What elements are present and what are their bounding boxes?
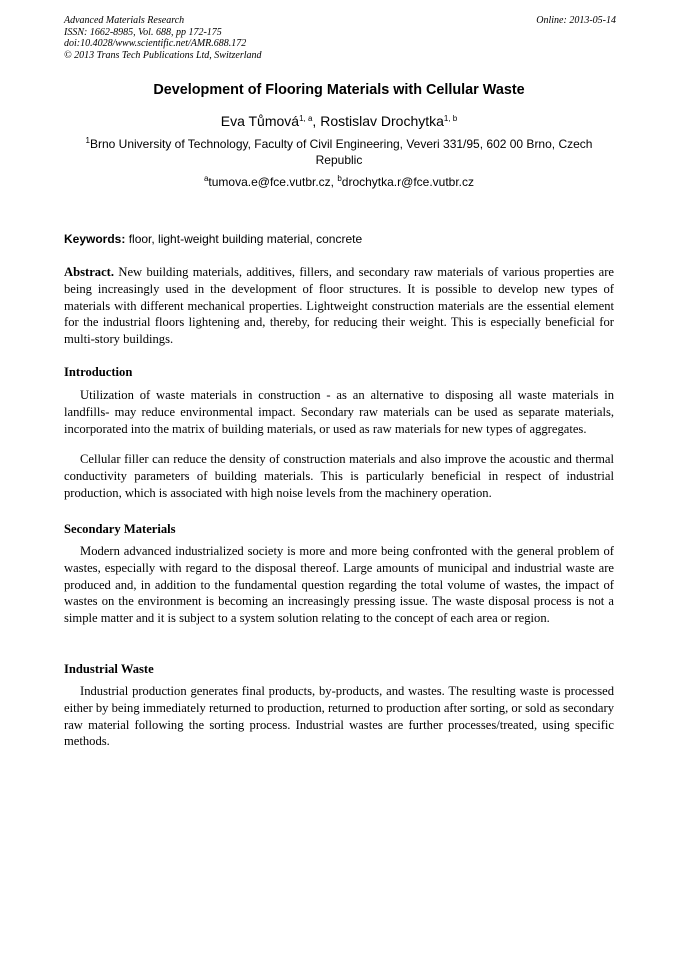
email-list xyxy=(64,175,614,190)
author-name: Eva Tůmová xyxy=(220,113,300,129)
journal-name: Advanced Materials Research xyxy=(64,15,185,26)
email-superscript: b xyxy=(337,174,342,183)
email-address[interactable]: drochytka.r@fce.vutbr.cz xyxy=(341,175,475,189)
section-heading-secondary-materials: Secondary Materials xyxy=(64,522,176,536)
author-separator: , xyxy=(312,113,321,129)
keywords xyxy=(64,232,614,247)
copyright-line: © 2013 Trans Tech Publications Ltd, Switzerland xyxy=(64,49,262,61)
email-separator: , xyxy=(330,175,338,189)
paragraph: Cellular filler can reduce the density of construction materials and also improve the acoustic and thermal conductivity parameters of building materials. This is particularly beneficial in respect of industrial production, which is associated with high noise levels from the machinery operation. xyxy=(64,452,614,500)
email-superscript: a xyxy=(203,174,209,183)
paragraph: Modern advanced industrialized society is more and more being confronted with the general problem of wastes, especially with regard to the disposal thereof. Large amounts of municipal and industrial waste are produced and, in addition to the fundamental question regarding the total volume of wastes, the impact of wastes on the environment is becoming an increasingly pressing issue. The waste disposal process is not a simple matter and it is subject to a system solution relating to the concept of each area or region. xyxy=(64,544,614,626)
section-heading-introduction: Introduction xyxy=(64,365,133,379)
affiliation xyxy=(64,137,614,168)
section-heading-industrial-waste: Industrial Waste xyxy=(64,662,154,676)
keywords-text: floor, light-weight building material, concrete xyxy=(128,232,363,246)
email-address[interactable]: tumova.e@fce.vutbr.cz xyxy=(208,175,331,189)
paragraph: Utilization of waste materials in construction - as an alternative to disposing all waste materials in landfills- may reduce environmental impact. Secondary raw materials can be used as separate materials, incorporated into the matrix of building materials, or used as raw materials for new types of aggregates. xyxy=(64,388,614,436)
online-date: Online: 2013-05-14 xyxy=(536,15,616,26)
affiliation-superscript: 1 xyxy=(85,136,90,145)
abstract-text: New building materials, additives, fillers, and secondary raw materials of various properties are being increasingly used in the development of floor structures. It is possible to develop new types of materials with different mechanical properties. Lightweight construction materials are the essential element for the industrial floors lightening and, thereby, for reducing their weight. This is especially beneficial for multi-story buildings. xyxy=(64,265,614,347)
doi-line: doi:10.4028/www.scientific.net/AMR.688.172 xyxy=(64,38,247,49)
author-name: Rostislav Drochytka xyxy=(320,113,444,129)
author-superscript: 1, b xyxy=(443,114,458,123)
abstract-label: Abstract. xyxy=(64,265,115,279)
keywords-label: Keywords: xyxy=(64,232,126,246)
author-superscript: 1, a xyxy=(299,114,313,123)
running-head xyxy=(64,15,616,61)
abstract xyxy=(64,264,614,348)
issn-line: ISSN: 1662-8985, Vol. 688, pp 172-175 xyxy=(64,26,222,38)
paper-title: Development of Flooring Materials with Cellular Waste xyxy=(153,82,525,98)
affiliation-text: Brno University of Technology, Faculty of Civil Engineering, Veveri 331/95, 602 00 Brno, Czech Republic xyxy=(89,137,593,167)
paragraph: Industrial production generates final products, by-products, and wastes. The resulting waste is processed either by being immediately returned to production, returned to production after sorting, or sold as secondary raw material following the sorting process. Industrial wastes are further processes/treated, using specific methods. xyxy=(64,684,614,749)
author-list xyxy=(64,112,614,130)
